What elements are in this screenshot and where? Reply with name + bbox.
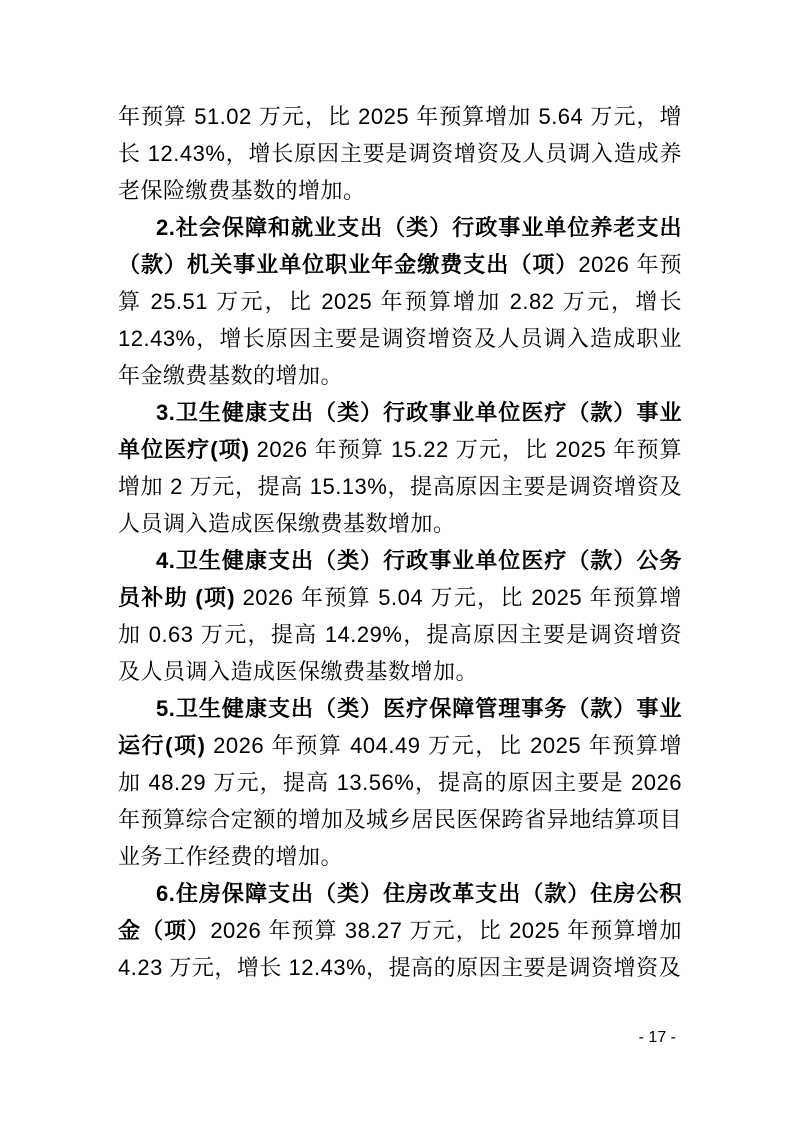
paragraph-run-bold: 6.住房保障支出（类）住房改革支出（款）住房公积金（项） [118, 881, 682, 943]
document-text [118, 98, 682, 986]
paragraph [118, 875, 682, 986]
paragraph-run: 2026 年预算 38.27 万元，比 2025 年预算增加 4.23 万元，增长 12.43%，提高的原因主要是调资增资及 [118, 918, 682, 980]
paragraph [118, 394, 682, 542]
paragraph-run: 2026 年预算 25.51 万元，比 2025 年预算增加 2.82 万元，增长 12.43%，增长原因主要是调资增资及人员调入造成职业年金缴费基数的增加。 [118, 252, 682, 388]
paragraph-run-bold: 3.卫生健康支出（类）行政事业单位医疗（款）事业单位医疗(项) [118, 400, 682, 462]
paragraph-run-bold: 4.卫生健康支出（类）行政事业单位医疗（款）公务员补助 (项) [118, 548, 682, 610]
paragraph-run-bold: 5.卫生健康支出（类）医疗保障管理事务（款）事业运行(项) [118, 696, 682, 758]
paragraph-run: 年预算 51.02 万元，比 2025 年预算增加 5.64 万元，增长 12.43%，增长原因主要是调资增资及人员调入造成养老保险缴费基数的增加。 [118, 104, 682, 203]
paragraph [118, 98, 682, 209]
paragraph-run: 2026 年预算 5.04 万元，比 2025 年预算增加 0.63 万元，提高 14.29%，提高原因主要是调资增资及人员调入造成医保缴费基数增加。 [118, 585, 682, 684]
paragraph [118, 209, 682, 394]
paragraph [118, 690, 682, 875]
page-number: - 17 - [638, 1029, 676, 1046]
paragraph-run-bold: 2.社会保障和就业支出（类）行政事业单位养老支出（款）机关事业单位职业年金缴费支出（项） [118, 215, 682, 277]
paragraph-run: 2026 年预算 404.49 万元，比 2025 年预算增加 48.29 万元，提高 13.56%，提高的原因主要是 2026 年预算综合定额的增加及城乡居民医保跨省异地结算项目业务工作经费的增加。 [118, 733, 682, 869]
paragraph-run: 2026 年预算 15.22 万元，比 2025 年预算增加 2 万元，提高 15.13%，提高原因主要是调资增资及人员调入造成医保缴费基数增加。 [118, 437, 682, 536]
paragraph [118, 542, 682, 690]
